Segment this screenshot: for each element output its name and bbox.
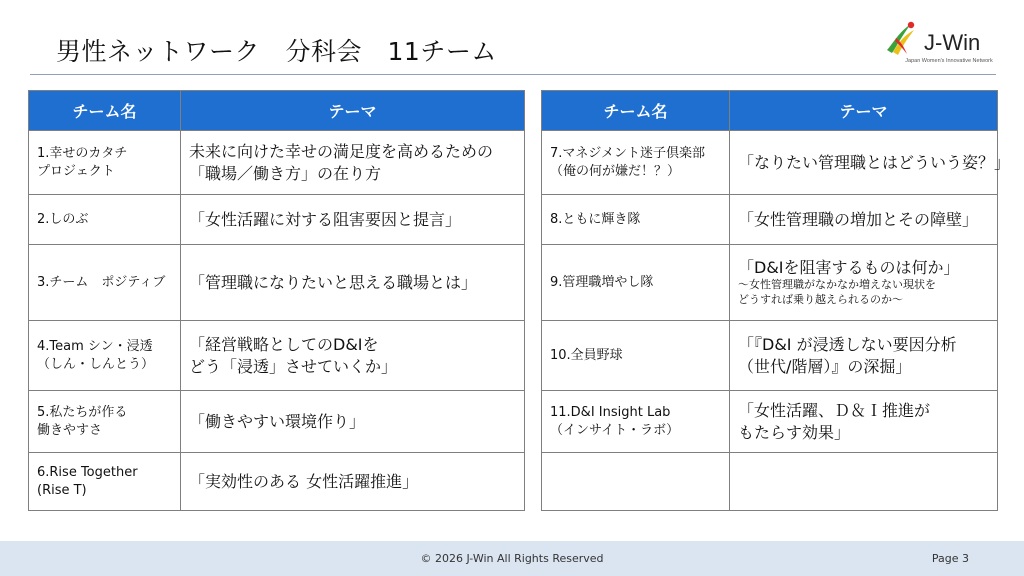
team-name-line: 3.チーム ポジティブ	[37, 274, 166, 290]
team-name-cell	[29, 195, 181, 245]
team-row	[29, 391, 525, 453]
theme-line: 未来に向けた幸せの満足度を高めるための	[189, 141, 494, 161]
team-row	[542, 195, 998, 245]
team-name-cell	[29, 391, 181, 453]
team-name-cell	[542, 195, 730, 245]
team-name-line: （しん・しんとう）	[37, 356, 155, 372]
team-name-line: 7.マネジメント迷子倶楽部	[550, 145, 706, 161]
team-name-line: （インサイト・ラボ）	[550, 422, 680, 438]
theme-cell	[730, 245, 998, 321]
team-row	[542, 453, 998, 511]
team-row	[542, 131, 998, 195]
theme-subtext-line: どうすれば乗り越えられるのか～	[738, 293, 903, 307]
theme-cell	[730, 391, 998, 453]
team-name-cell	[29, 245, 181, 321]
theme-line: どう「浸透」させていくか」	[189, 356, 398, 376]
theme-cell	[730, 195, 998, 245]
theme-line: 「働きやすい環境作り」	[189, 411, 366, 431]
jwin-logo	[884, 16, 1010, 68]
team-name-line: 10.全員野球	[550, 347, 623, 363]
theme-line: 「女性活躍、Ｄ＆Ｉ推進が	[738, 400, 931, 420]
page-number: Page 3	[931, 552, 969, 565]
team-name-header: チーム名	[29, 91, 181, 131]
copyright-text: © 2026 J-Win All Rights Reserved	[420, 552, 604, 565]
team-row	[542, 321, 998, 391]
theme-cell	[181, 321, 525, 391]
theme-line: 「女性活躍に対する阻害要因と提言」	[189, 209, 462, 229]
team-name-line: 11.D&I Insight Lab	[550, 404, 671, 420]
team-name-cell	[29, 453, 181, 511]
team-name-line: (Rise T)	[37, 482, 87, 498]
footer-bar	[0, 541, 1024, 576]
team-row	[29, 453, 525, 511]
team-name-header: チーム名	[542, 91, 730, 131]
team-name-cell	[29, 131, 181, 195]
team-row	[542, 391, 998, 453]
theme-line: 「なりたい管理職とはどういう姿？」	[738, 152, 1011, 172]
theme-cell	[730, 131, 1011, 195]
theme-line: （世代/階層）』の深掘」	[738, 356, 912, 376]
logo-subtitle: Japan Women's Innovative Network	[905, 58, 993, 64]
team-name-cell	[542, 245, 730, 321]
theme-line: もたらす効果」	[738, 422, 851, 442]
team-row	[29, 245, 525, 321]
theme-header: テーマ	[730, 91, 998, 131]
theme-line: 「実効性のある 女性活躍推進」	[189, 471, 419, 491]
theme-line: 「経営戦略としてのD&Iを	[189, 334, 379, 354]
team-name-line: （俺の何が嫌だ！？）	[550, 163, 681, 179]
team-name-line: 2.しのぶ	[37, 211, 89, 227]
team-name-line: 4.Team シン・浸透	[37, 338, 153, 354]
theme-cell	[181, 453, 525, 511]
theme-header: テーマ	[181, 91, 525, 131]
theme-subtext-line: ～女性管理職がなかなか増えない現状を	[738, 278, 936, 292]
left-team-table	[28, 90, 525, 511]
team-name-line: 5.私たちが作る	[37, 404, 128, 420]
theme-cell	[181, 131, 525, 195]
theme-line: 「『D&I が浸透しない要因分析	[738, 334, 957, 354]
team-row	[29, 321, 525, 391]
theme-cell	[730, 321, 998, 391]
team-row	[542, 245, 998, 321]
team-name-line: 9.管理職増やし隊	[550, 274, 654, 290]
jwin-logo-icon	[884, 20, 920, 58]
team-name-line: 6.Rise Together	[37, 464, 138, 480]
team-name-cell	[29, 321, 181, 391]
team-name-line: 8.ともに輝き隊	[550, 211, 641, 227]
title-divider	[30, 74, 996, 75]
team-name-line: プロジェクト	[37, 163, 115, 179]
team-name-cell	[542, 321, 730, 391]
theme-cell	[181, 245, 525, 321]
theme-cell	[181, 195, 525, 245]
theme-line: 「女性管理職の増加とその障壁」	[738, 209, 979, 229]
theme-line: 「職場／働き方」の在り方	[189, 163, 382, 183]
theme-line: 「管理職になりたいと思える職場とは」	[189, 272, 478, 292]
page-title: 男性ネットワーク 分科会 11チーム	[56, 37, 497, 66]
team-name-line: 働きやすさ	[37, 422, 103, 438]
logo-text: J-Win	[924, 30, 981, 55]
theme-cell	[730, 453, 998, 511]
theme-line: 「D&Iを阻害するものは何か」	[738, 257, 960, 277]
team-name-cell	[542, 453, 730, 511]
team-name-cell	[542, 131, 730, 195]
team-name-cell	[542, 391, 730, 453]
theme-cell	[181, 391, 525, 453]
team-row	[29, 131, 525, 195]
team-row	[29, 195, 525, 245]
team-name-line: 1.幸せのカタチ	[37, 145, 128, 161]
right-team-table	[541, 90, 1011, 511]
